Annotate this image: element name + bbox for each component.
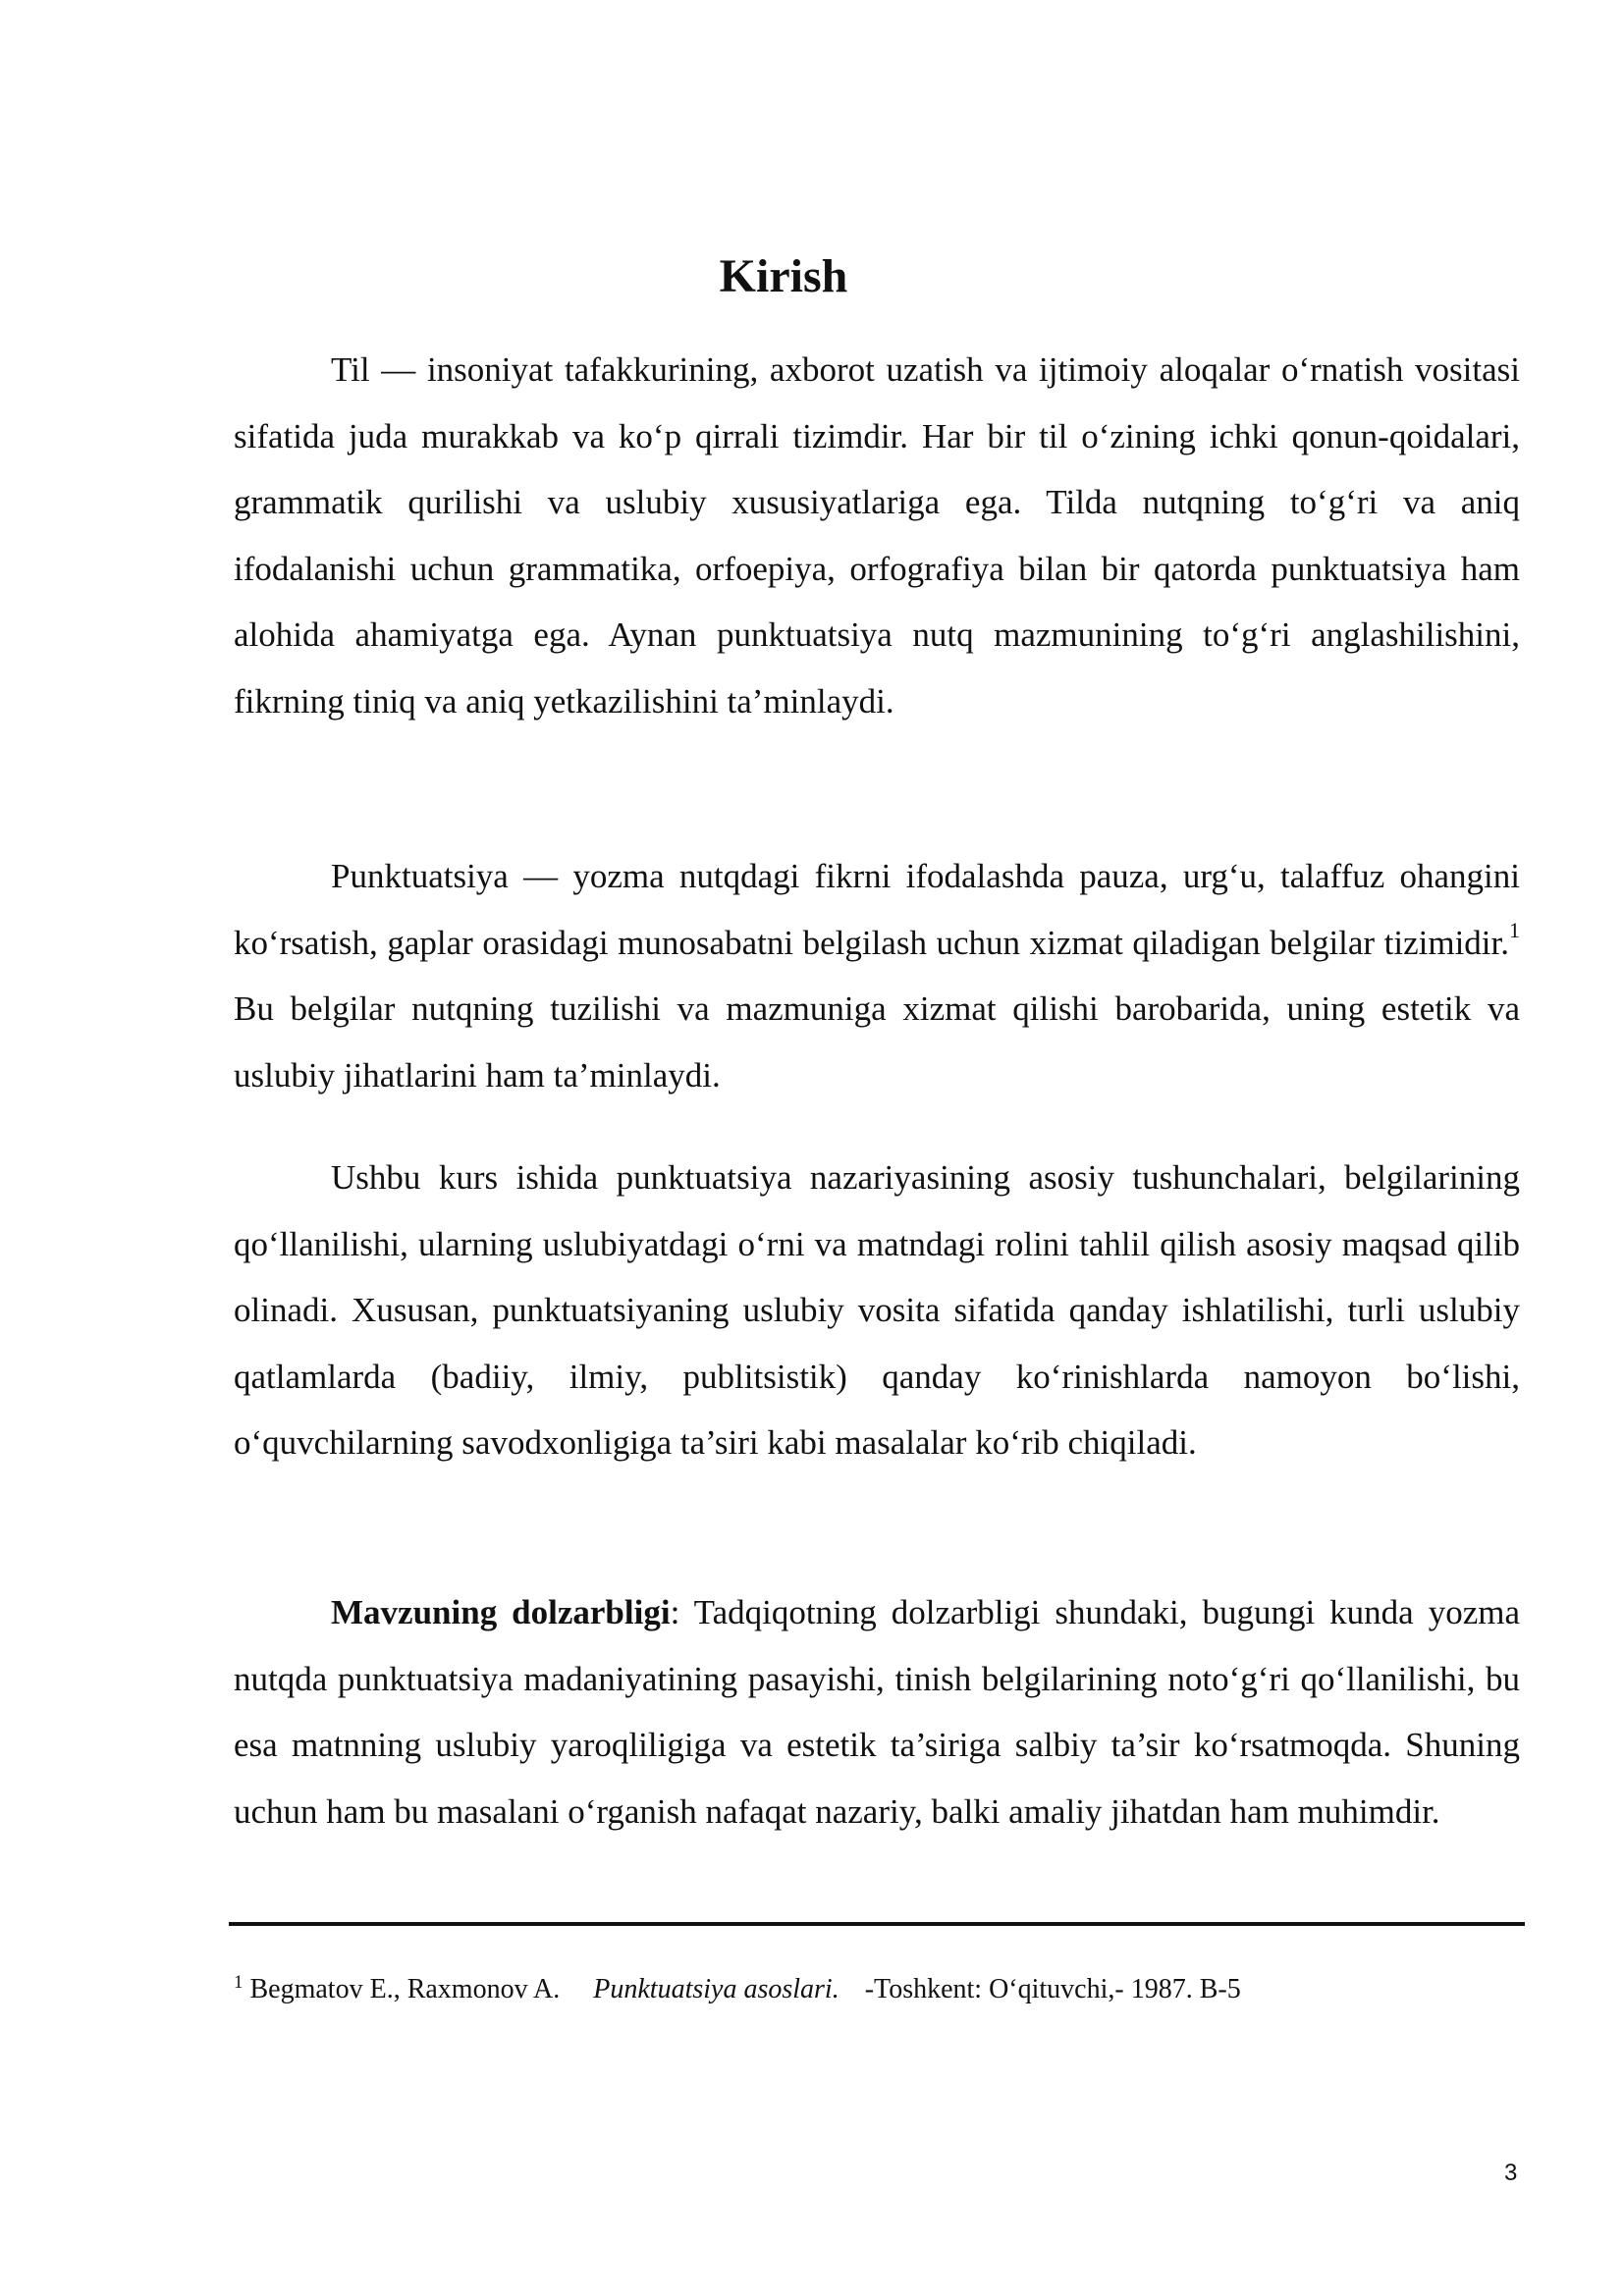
intro-paragraph: Til — insoniyat tafakkurining, axborot uzatish va ijtimoiy aloqalar o‘rnatish vositasi sifatida juda murakkab va ko‘p qirrali tizimdir. Har bir til o‘zining ichki qonun-qoidalari, grammatik qurilishi va uslubiy xususiyatlariga ega. Tilda nutqning to‘g‘ri va aniq ifodalanishi uchun grammatika, orfoepiya, orfografiya bilan bir qatorda punktuatsiya ham alohida ahamiyatga ega. Aynan punktuatsiya nutq mazmunining to‘g‘ri anglashilishini, fikrning tiniq va aniq yetkazilishini ta’minlaydi. [234, 350, 1520, 721]
footnote-publisher: -Toshkent: O‘qituvchi,- 1987. B-5 [864, 1974, 1241, 2004]
definition-paragraph [234, 843, 1520, 1108]
footnote [234, 1972, 1520, 2010]
relevance-heading: Mavzuning dolzarbligi [331, 1593, 671, 1631]
relevance-paragraph [234, 1579, 1520, 1844]
definition-continuation: Bu belgilar nutqning tuzilishi va mazmuniga xizmat qilishi barobarida, uning estetik va uslubiy jihatlarini ham ta’minlaydi. [234, 989, 1520, 1095]
page-title: Kirish [719, 250, 848, 302]
footnote-authors: Begmatov E., Raxmonov A. [249, 1974, 561, 2004]
aim-paragraph: Ushbu kurs ishida punktuatsiya nazariyasining asosiy tushunchalari, belgilarining qo‘llanilishi, ularning uslubiyatdagi o‘rni va matndagi rolini tahlil qilish asosiy maqsad qilib olinadi. Xususan, punktuatsiyaning uslubiy vosita sifatida qanday ishlatilishi, turli uslubiy qatlamlarda (badiiy, ilmiy, publitsistik) qanday ko‘rinishlarda namoyon bo‘lishi, o‘quvchilarning savodxonligiga ta’siri kabi masalalar ko‘rib chiqiladi. [234, 1158, 1520, 1462]
footnote-separator [229, 1922, 1525, 1926]
page-number: 3 [1504, 2160, 1518, 2186]
definition-text: Punktuatsiya — yozma nutqdagi fikrni ifodalashda pauza, urg‘u, talaffuz ohangini ko‘rsatish, gaplar orasidagi munosabatni belgilash uchun xizmat qiladigan belgilar tizimidir. [234, 857, 1520, 962]
footnote-marker: 1 [234, 1972, 244, 1993]
footnote-book-title: Punktuatsiya asoslari. [593, 1974, 839, 2004]
footnote-reference[interactable]: 1 [1509, 917, 1520, 942]
relevance-text: : Tadqiqotning dolzarbligi shundaki, bugungi kunda yozma nutqda punktuatsiya madaniyatining pasayishi, tinish belgilarining noto‘g‘ri qo‘llanilishi, bu esa matnning uslubiy yaroqliligiga va estetik ta’siriga salbiy ta’sir ko‘rsatmoqda. Shuning uchun ham bu masalani o‘rganish nafaqat nazariy, balki amaliy jihatdan ham muhimdir. [234, 1593, 1520, 1831]
